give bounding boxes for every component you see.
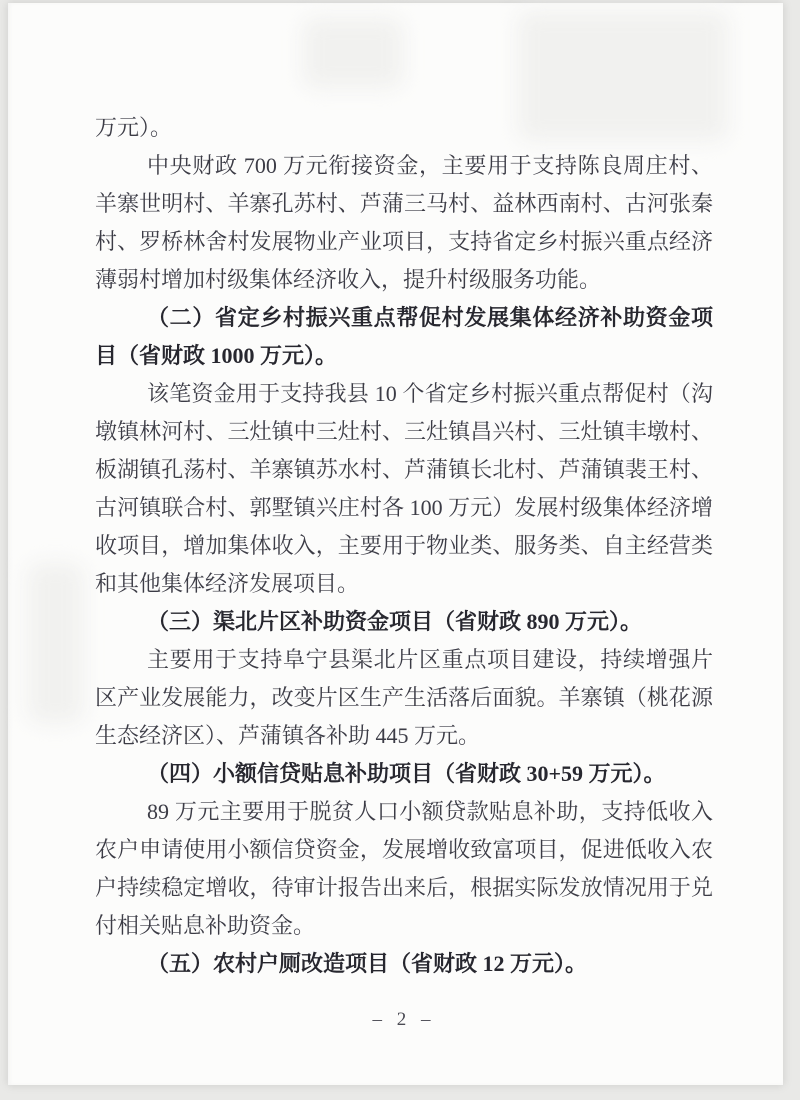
section-heading-4: （四）小额信贷贴息补助项目（省财政 30+59 万元）。	[147, 761, 666, 786]
section-heading-2: （二）省定乡村振兴重点帮促村发展集体经济补助资金项目（省财政 1000 万元）。	[95, 305, 713, 368]
document-body	[95, 109, 713, 983]
paragraph-key-villages: 该笔资金用于支持我县 10 个省定乡村振兴重点帮促村（沟墩镇林河村、三灶镇中三灶村、三灶镇昌兴村、三灶镇丰墩村、板湖镇孔荡村、羊寨镇苏水村、芦蒲镇长北村、芦蒲镇裴王村、古河镇联合村、郭墅镇兴庄村各 100 万元）发展村级集体经济增收项目，增加集体收入，主要用于物业类、服务类、自主经营类和其他集体经济发展项目。	[95, 381, 713, 596]
paragraph-microloan-subsidy: 89 万元主要用于脱贫人口小额贷款贴息补助，支持低收入农户申请使用小额信贷资金，发展增收致富项目，促进低收入农户持续稳定增收，待审计报告出来后，根据实际发放情况用于兑付相关贴息补助资金。	[95, 799, 713, 938]
section-heading-3: （三）渠北片区补助资金项目（省财政 890 万元）。	[147, 609, 643, 634]
paragraph-qubei-area: 主要用于支持阜宁县渠北片区重点项目建设，持续增强片区产业发展能力，改变片区生产生活落后面貌。羊寨镇（桃花源生态经济区）、芦蒲镇各补助 445 万元。	[95, 647, 713, 748]
section-heading-5: （五）农村户厕改造项目（省财政 12 万元）。	[147, 951, 588, 976]
paragraph-continuation: 万元）。	[95, 115, 173, 140]
scan-noise-blot	[303, 18, 403, 88]
scan-noise-blot	[28, 563, 83, 723]
scanned-page	[8, 3, 783, 1085]
paragraph-central-funds: 中央财政 700 万元衔接资金，主要用于支持陈良周庄村、羊寨世明村、羊寨孔苏村、芦蒲三马村、益林西南村、古河张秦村、罗桥林舍村发展物业产业项目，支持省定乡村振兴重点经济薄弱村增加村级集体经济收入，提升村级服务功能。	[95, 153, 713, 292]
page-number: – 2 –	[372, 1009, 436, 1030]
